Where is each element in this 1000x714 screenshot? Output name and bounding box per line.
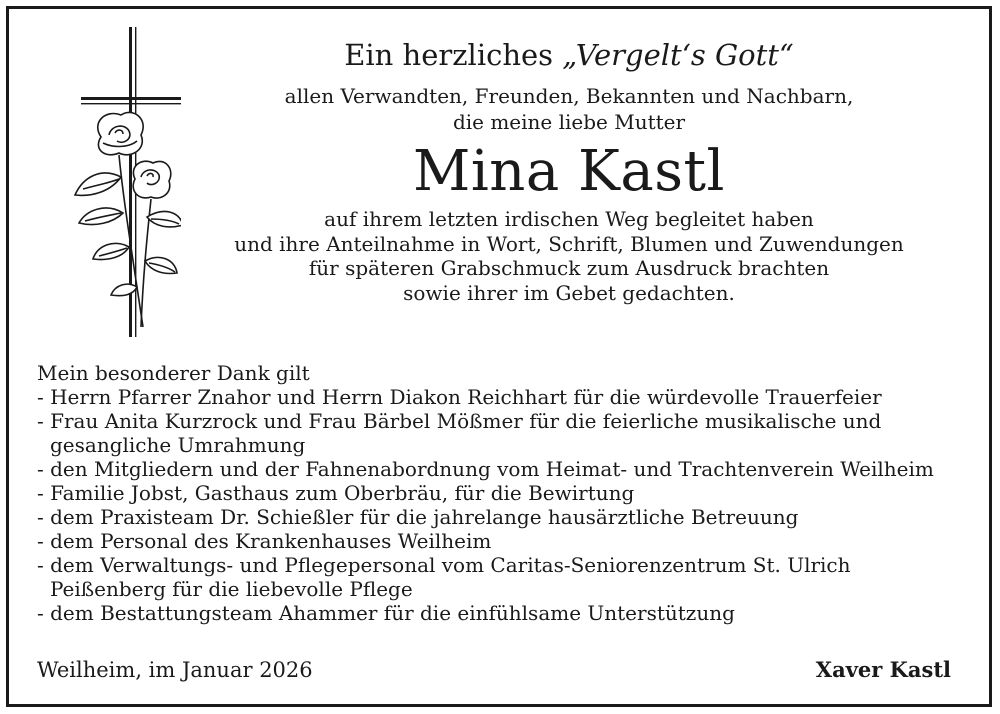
title-italic: „Vergelt‘s Gott“	[562, 38, 794, 72]
thanks-item: - Frau Anita Kurzrock und Frau Bärbel Mößmer für die feierliche musikalische und	[37, 409, 882, 433]
cross-with-roses-icon	[71, 27, 181, 347]
thanks-intro: Mein besonderer Dank gilt	[37, 361, 310, 385]
header-line-1: allen Verwandten, Freunden, Bekannten und Nachbarn,	[284, 84, 854, 108]
thanks-item: - dem Personal des Krankenhauses Weilheim	[37, 529, 492, 553]
deceased-name: Mina Kastl	[413, 139, 725, 204]
thanks-item: - dem Verwaltungs- und Pflegepersonal vom Caritas-Seniorenzentrum St. Ulrich	[37, 553, 851, 577]
body-line-4: sowie ihrer im Gebet gedachten.	[403, 280, 735, 305]
signature: Xaver Kastl	[815, 657, 951, 682]
header	[209, 35, 929, 305]
thanks-item: - Familie Jobst, Gasthaus zum Oberbräu, für die Bewirtung	[37, 481, 635, 505]
obituary-card	[6, 6, 992, 707]
thanks-list	[37, 361, 977, 625]
body-line-3: für späteren Grabschmuck zum Ausdruck brachten	[308, 256, 830, 280]
thanks-item: - dem Bestattungsteam Ahammer für die einfühlsame Unterstützung	[37, 601, 735, 625]
thanks-item-continuation: gesangliche Umrahmung	[50, 433, 306, 457]
thanks-item: - Herrn Pfarrer Znahor und Herrn Diakon Reichhart für die würdevolle Trauerfeier	[37, 385, 882, 409]
header-line-2: die meine liebe Mutter	[452, 110, 686, 134]
body-line-2: und ihre Anteilnahme in Wort, Schrift, Blumen und Zuwendungen	[234, 231, 904, 256]
body-line-1: auf ihrem letzten irdischen Weg begleitet haben	[324, 207, 814, 231]
place-date: Weilheim, im Januar 2026	[37, 658, 313, 682]
thanks-item: - den Mitgliedern und der Fahnenabordnung vom Heimat- und Trachtenverein Weilheim	[37, 457, 934, 481]
thanks-item-continuation: Peißenberg für die liebevolle Pflege	[50, 577, 413, 601]
thanks-item: - dem Praxisteam Dr. Schießler für die jahrelange hausärztliche Betreuung	[37, 505, 799, 529]
title-prefix: Ein herzliches	[344, 38, 563, 72]
page-title	[209, 35, 929, 75]
